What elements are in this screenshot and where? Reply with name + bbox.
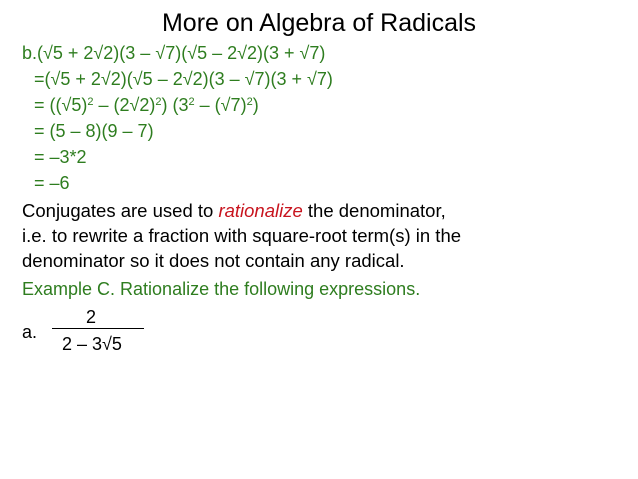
fraction-numerator: 2	[86, 307, 97, 327]
expression-line-4: = (5 – 8)(9 – 7)	[34, 121, 154, 141]
expression-line-2: =(√5 + 2√2)(√5 – 2√2)(3 – √7)(3 + √7)	[34, 69, 333, 89]
exponent: 2	[246, 96, 253, 108]
item-label: a.	[22, 322, 38, 342]
fraction-bar	[52, 328, 144, 329]
exponent: 2	[87, 96, 94, 108]
exponent: 2	[188, 96, 195, 108]
paragraph-text-before: Conjugates are used to	[22, 200, 219, 221]
fraction-denominator: 2 – 3√5	[62, 334, 122, 354]
slide-title: More on Algebra of Radicals	[161, 9, 477, 37]
paragraph-text-after: the denominator,	[302, 200, 446, 221]
expression-line-3	[34, 94, 259, 116]
example-heading: Example C. Rationalize the following expressions.	[22, 279, 421, 299]
expression-line-1: b.(√5 + 2√2)(3 – √7)(√5 – 2√2)(3 + √7)	[22, 43, 326, 63]
expr3-part-a: = ((√5)	[34, 95, 88, 115]
expr3-part-d: – (√7)	[194, 95, 247, 115]
expression-line-6: = –6	[34, 173, 70, 193]
highlight-word: rationalize	[218, 200, 303, 221]
expr3-part-b: – (2√2)	[93, 95, 156, 115]
expr3-part-c: ) (3	[161, 95, 189, 115]
expr3-part-e: )	[252, 95, 259, 115]
paragraph-line-2: i.e. to rewrite a fraction with square-root term(s) in the	[22, 225, 462, 246]
paragraph-line-3: denominator so it does not contain any radical.	[22, 250, 405, 271]
paragraph-line-1	[22, 199, 446, 223]
exponent: 2	[155, 96, 162, 108]
expression-line-5: = –3*2	[34, 147, 87, 167]
